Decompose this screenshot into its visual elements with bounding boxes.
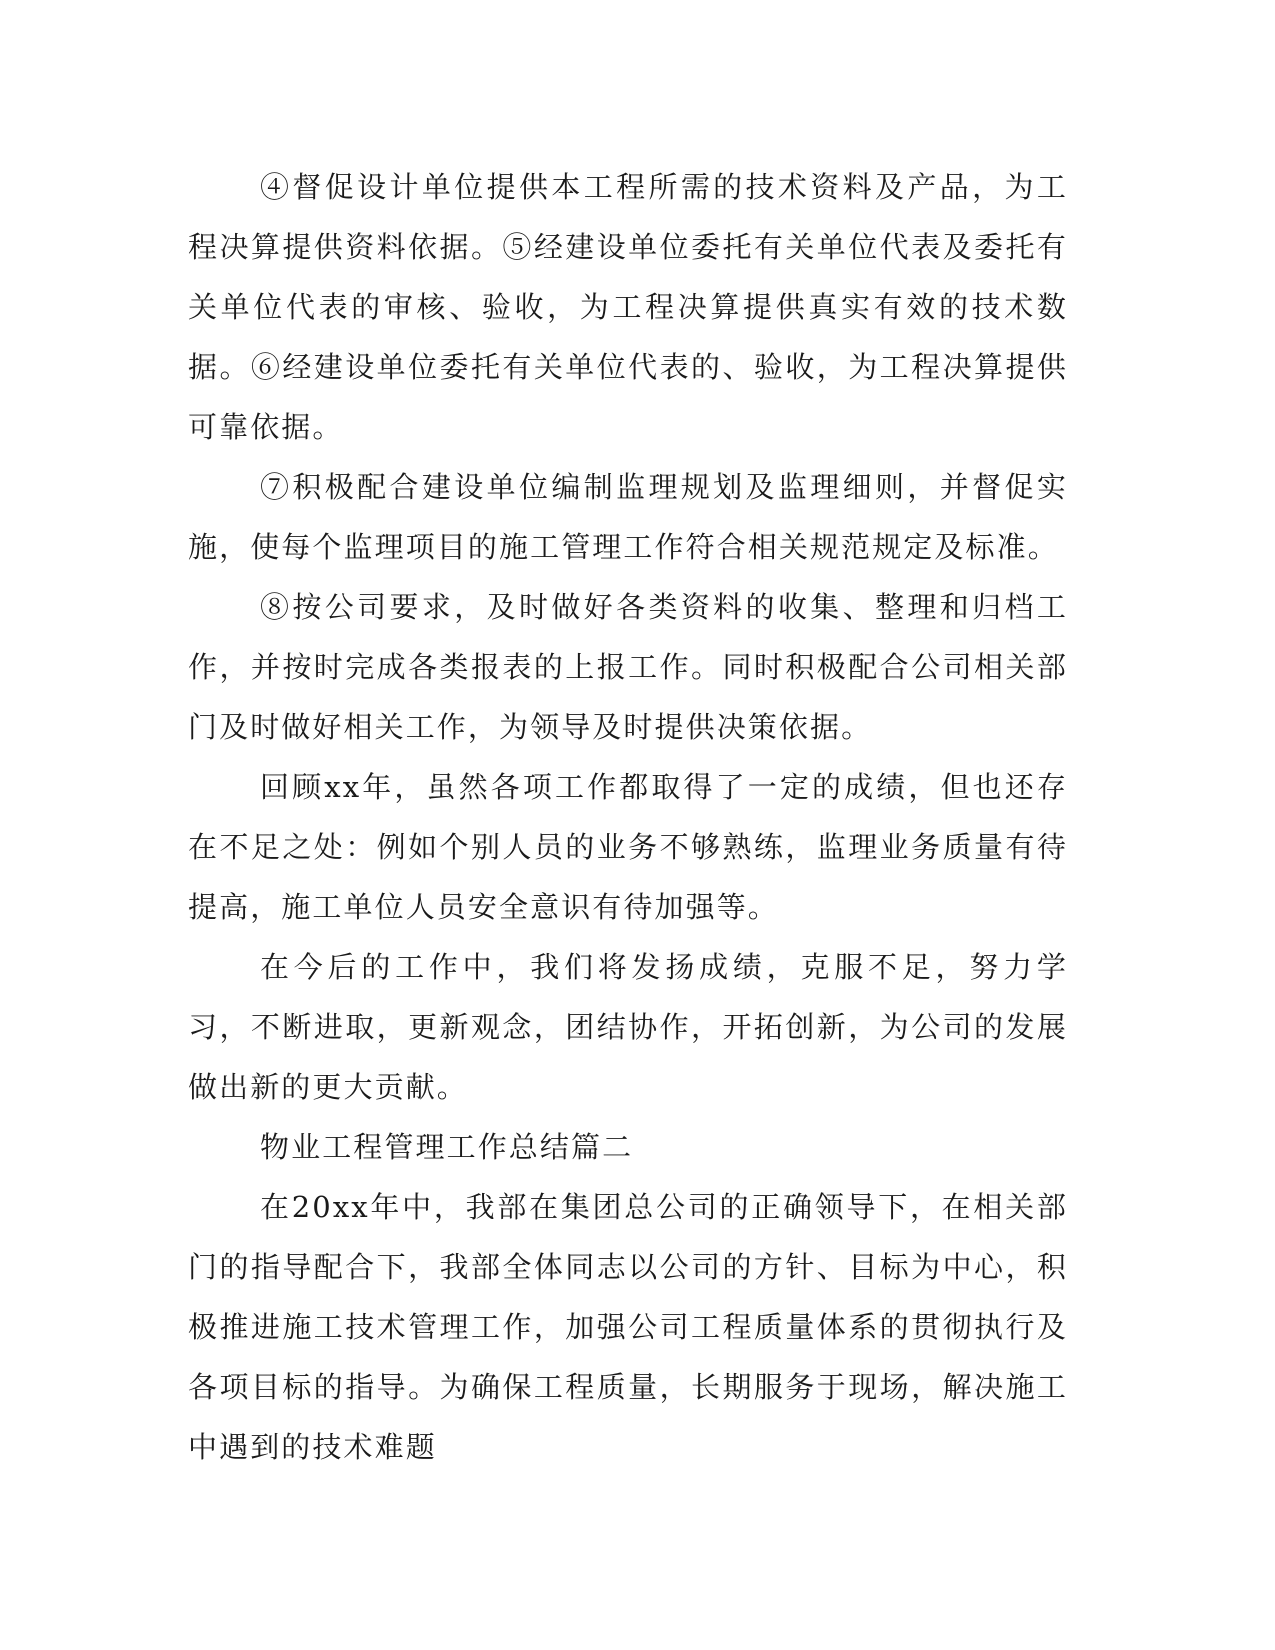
paragraph-4-6: ④督促设计单位提供本工程所需的技术资料及产品，为工程决算提供资料依据。⑤经建设单位委托有关单位代表及委托有关单位代表的审核、验收，为工程决算提供真实有效的技术数据。⑥经建设单位委托有关单位代表的、验收，为工程决算提供可靠依据。 xyxy=(188,170,1068,444)
paragraph-7: ⑦积极配合建设单位编制监理规划及监理细则，并督促实施，使每个监理项目的施工管理工作符合相关规范规定及标准。 xyxy=(188,470,1068,564)
paragraph-review: 回顾xx年，虽然各项工作都取得了一定的成绩，但也还存在不足之处：例如个别人员的业务不够熟练，监理业务质量有待提高，施工单位人员安全意识有待加强等。 xyxy=(188,770,1068,924)
paragraph-section-two-intro: 在20xx年中，我部在集团总公司的正确领导下，在相关部门的指导配合下，我部全体同志以公司的方针、目标为中心，积极推进施工技术管理工作，加强公司工程质量体系的贯彻执行及各项目标的指导。为确保工程质量，长期服务于现场，解决施工中遇到的技术难题 xyxy=(188,1190,1068,1464)
paragraph-8: ⑧按公司要求，及时做好各类资料的收集、整理和归档工作，并按时完成各类报表的上报工作。同时积极配合公司相关部门及时做好相关工作，为领导及时提供决策依据。 xyxy=(188,590,1068,744)
section-heading: 物业工程管理工作总结篇二 xyxy=(260,1130,634,1164)
paragraph-future: 在今后的工作中，我们将发扬成绩，克服不足，努力学习，不断进取，更新观念，团结协作，开拓创新，为公司的发展做出新的更大贡献。 xyxy=(188,950,1068,1104)
document-body xyxy=(188,157,1068,1477)
